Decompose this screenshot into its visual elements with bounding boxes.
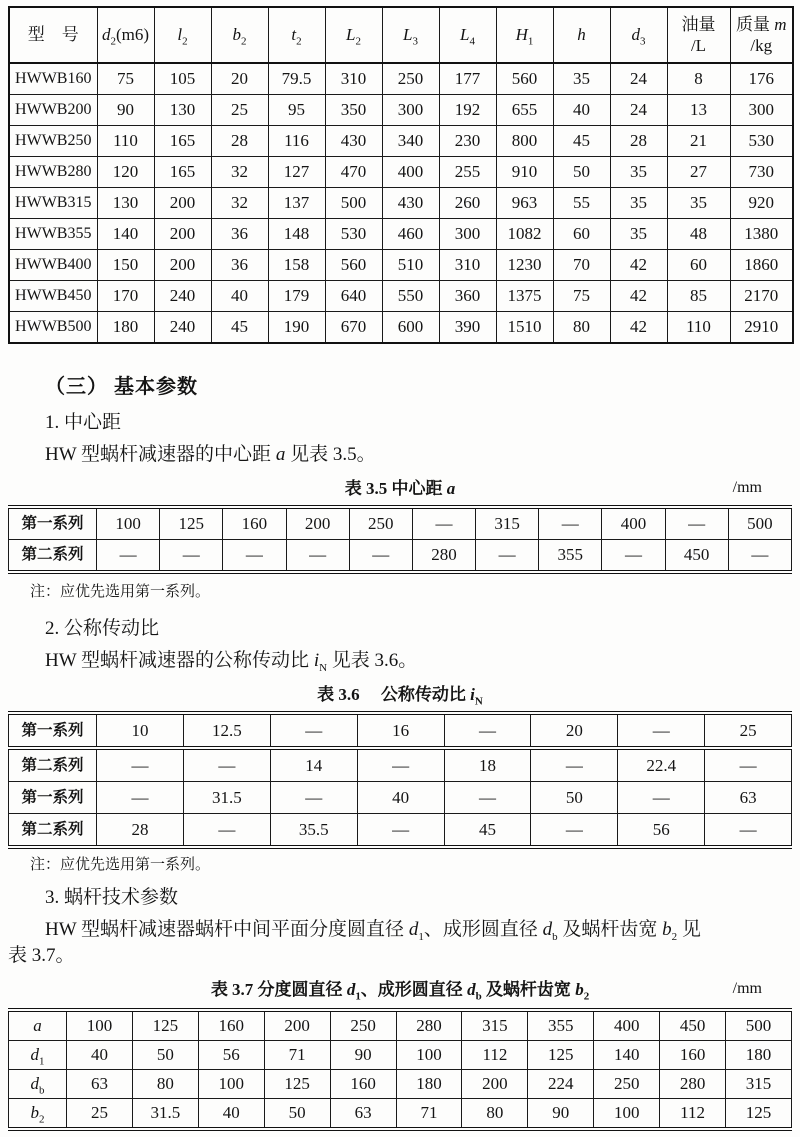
table-row [9, 188, 793, 219]
data-cell: — [728, 540, 791, 573]
data-cell: — [618, 782, 705, 814]
data-cell: 20 [531, 713, 618, 748]
data-cell: 20 [211, 63, 268, 95]
data-cell: 1375 [496, 281, 553, 312]
data-cell: 50 [531, 782, 618, 814]
transmission-ratio-table [8, 711, 792, 849]
data-cell: 190 [268, 312, 325, 344]
table-row [9, 748, 792, 782]
data-cell: 165 [154, 157, 211, 188]
caption-row-table-3-5 [8, 477, 792, 501]
column-header: 质量 m /kg [730, 7, 793, 63]
column-header: $d_3$ [610, 7, 667, 63]
table-row [9, 126, 793, 157]
data-cell: 95 [268, 95, 325, 126]
data-cell: 25 [211, 95, 268, 126]
data-cell: 300 [730, 95, 793, 126]
data-cell: 255 [439, 157, 496, 188]
heading-transmission-ratio: 2. 公称传动比 [45, 618, 160, 639]
data-cell: 315 [462, 1010, 528, 1041]
data-cell: 40 [357, 782, 444, 814]
data-cell: — [223, 540, 286, 573]
data-cell: 45 [444, 814, 531, 848]
data-cell: 655 [496, 95, 553, 126]
data-cell: 60 [553, 219, 610, 250]
data-cell: 13 [667, 95, 730, 126]
data-cell: 21 [667, 126, 730, 157]
data-cell: 90 [528, 1099, 594, 1130]
data-cell: 100 [198, 1070, 264, 1099]
data-cell: 250 [349, 507, 412, 540]
data-cell: 24 [610, 95, 667, 126]
data-cell: 35 [553, 63, 610, 95]
data-cell: 45 [553, 126, 610, 157]
data-cell: — [183, 748, 270, 782]
data-cell: 160 [198, 1010, 264, 1041]
data-cell: 48 [667, 219, 730, 250]
row-label: 第一系列 [9, 507, 97, 540]
data-cell: 42 [610, 281, 667, 312]
table-row [9, 1099, 792, 1130]
data-cell: 560 [325, 250, 382, 281]
data-cell: 1380 [730, 219, 793, 250]
data-cell: 390 [439, 312, 496, 344]
row-label: HWWB280 [9, 157, 97, 188]
data-cell: 150 [97, 250, 154, 281]
data-cell: — [357, 748, 444, 782]
data-cell: 60 [667, 250, 730, 281]
data-cell: 10 [97, 713, 184, 748]
data-cell: 22.4 [618, 748, 705, 782]
table-3-7-unit-label: /mm [732, 980, 762, 997]
row-label: HWWB250 [9, 126, 97, 157]
data-cell: — [97, 782, 184, 814]
data-cell: 530 [325, 219, 382, 250]
data-cell: 179 [268, 281, 325, 312]
data-cell: — [97, 540, 160, 573]
data-cell: 560 [496, 63, 553, 95]
paragraph-transmission-ratio: HW 型蜗杆减速器的公称传动比 $i_N$ 见表 3.6。 [45, 650, 418, 674]
row-label: $b_2$ [9, 1099, 67, 1130]
data-cell: 36 [211, 219, 268, 250]
data-cell: 1510 [496, 312, 553, 344]
data-cell: 510 [382, 250, 439, 281]
data-cell: — [531, 814, 618, 848]
data-cell: 110 [667, 312, 730, 344]
column-header: 型 号 [9, 7, 97, 63]
data-cell: 310 [439, 250, 496, 281]
data-cell: 640 [325, 281, 382, 312]
data-cell: 530 [730, 126, 793, 157]
row-label: HWWB450 [9, 281, 97, 312]
data-cell: 90 [97, 95, 154, 126]
column-header: $L_3$ [382, 7, 439, 63]
data-cell: 148 [268, 219, 325, 250]
row-label: $d_b$ [9, 1070, 67, 1099]
data-cell: 40 [553, 95, 610, 126]
column-header: $L_2$ [325, 7, 382, 63]
data-cell: 170 [97, 281, 154, 312]
row-label: HWWB500 [9, 312, 97, 344]
data-cell: — [412, 507, 475, 540]
data-cell: 158 [268, 250, 325, 281]
data-cell: 430 [325, 126, 382, 157]
data-cell: 176 [730, 63, 793, 95]
data-cell: — [160, 540, 223, 573]
data-cell: 45 [211, 312, 268, 344]
data-cell: 40 [67, 1041, 133, 1070]
data-cell: 200 [462, 1070, 528, 1099]
row-label: HWWB160 [9, 63, 97, 95]
data-cell: 200 [154, 250, 211, 281]
data-cell: 800 [496, 126, 553, 157]
data-cell: 300 [439, 219, 496, 250]
data-cell: 35 [610, 157, 667, 188]
data-cell: — [349, 540, 412, 573]
data-cell: 160 [660, 1041, 726, 1070]
data-cell: 1082 [496, 219, 553, 250]
row-label: 第二系列 [9, 748, 97, 782]
data-cell: 56 [618, 814, 705, 848]
data-cell: 112 [462, 1041, 528, 1070]
data-cell: 36 [211, 250, 268, 281]
data-cell: 35 [667, 188, 730, 219]
data-cell: 71 [264, 1041, 330, 1070]
data-cell: 470 [325, 157, 382, 188]
table-row [9, 312, 793, 344]
data-cell: 14 [270, 748, 357, 782]
data-cell: — [531, 748, 618, 782]
data-cell: 400 [594, 1010, 660, 1041]
heading-basic-params: （三） 基本参数 [45, 376, 198, 398]
paragraph-center-distance: HW 型蜗杆减速器的中心距 a 见表 3.5。 [45, 444, 376, 465]
table-3-5-unit-label: /mm [732, 479, 762, 496]
data-cell: 31.5 [132, 1099, 198, 1130]
data-cell: 55 [553, 188, 610, 219]
data-cell: 137 [268, 188, 325, 219]
data-cell: 2170 [730, 281, 793, 312]
data-cell: — [97, 748, 184, 782]
table-row [9, 95, 793, 126]
data-cell: 230 [439, 126, 496, 157]
data-cell: 32 [211, 188, 268, 219]
data-cell: 2910 [730, 312, 793, 344]
data-cell: 600 [382, 312, 439, 344]
data-cell: 910 [496, 157, 553, 188]
data-cell: 8 [667, 63, 730, 95]
row-label: a [9, 1010, 67, 1041]
data-cell: 80 [132, 1070, 198, 1099]
data-cell: 125 [160, 507, 223, 540]
data-cell: 400 [602, 507, 665, 540]
data-cell: — [286, 540, 349, 573]
table-row [9, 507, 792, 540]
table-row [9, 250, 793, 281]
column-header: $l_2$ [154, 7, 211, 63]
caption-row-table-3-6 [8, 683, 792, 707]
table-row [9, 782, 792, 814]
data-cell: 125 [726, 1099, 792, 1130]
data-cell: 27 [667, 157, 730, 188]
data-cell: 116 [268, 126, 325, 157]
row-label: HWWB355 [9, 219, 97, 250]
table-row [9, 1070, 792, 1099]
heading-worm-params: 3. 蜗杆技术参数 [45, 887, 179, 908]
column-header: h [553, 7, 610, 63]
data-cell: 24 [610, 63, 667, 95]
data-cell: 75 [97, 63, 154, 95]
data-cell: 450 [665, 540, 728, 573]
table-row [9, 540, 792, 573]
data-cell: 430 [382, 188, 439, 219]
table-row [9, 157, 793, 188]
row-label: HWWB315 [9, 188, 97, 219]
data-cell: 310 [325, 63, 382, 95]
data-cell: 35 [610, 219, 667, 250]
data-cell: 32 [211, 157, 268, 188]
data-cell: 240 [154, 312, 211, 344]
data-cell: 50 [553, 157, 610, 188]
table-3-7-caption: 表 3.7 分度圆直径 $d_1$、成形圆直径 $d_b$ 及蜗杆齿宽 $b_2$ [210, 980, 590, 1003]
data-cell: 120 [97, 157, 154, 188]
data-cell: 100 [396, 1041, 462, 1070]
data-cell: 70 [553, 250, 610, 281]
heading-center-distance: 1. 中心距 [45, 412, 122, 433]
data-cell: 920 [730, 188, 793, 219]
data-cell: 100 [67, 1010, 133, 1041]
data-cell: 63 [330, 1099, 396, 1130]
data-cell: 18 [444, 748, 531, 782]
paragraph-worm-params-line1: HW 型蜗杆减速器蜗杆中间平面分度圆直径 $d_1$、成形圆直径 $d_b$ 及蜗杆齿宽 $b_2$ 见 [45, 919, 701, 943]
data-cell: — [705, 748, 792, 782]
data-cell: 50 [264, 1099, 330, 1130]
data-cell: 250 [382, 63, 439, 95]
data-cell: 224 [528, 1070, 594, 1099]
column-header: $L_4$ [439, 7, 496, 63]
data-cell: 200 [264, 1010, 330, 1041]
data-cell: 340 [382, 126, 439, 157]
data-cell: 28 [97, 814, 184, 848]
data-cell: — [539, 507, 602, 540]
data-cell: 125 [528, 1041, 594, 1070]
data-cell: 355 [528, 1010, 594, 1041]
column-header: $b_2$ [211, 7, 268, 63]
row-label: HWWB200 [9, 95, 97, 126]
data-cell: 31.5 [183, 782, 270, 814]
data-cell: 110 [97, 126, 154, 157]
data-cell: 200 [154, 219, 211, 250]
data-cell: 28 [211, 126, 268, 157]
data-cell: 80 [462, 1099, 528, 1130]
data-cell: 56 [198, 1041, 264, 1070]
table-3-5-caption: 表 3.5 中心距 a [344, 479, 456, 498]
data-cell: 500 [726, 1010, 792, 1041]
data-cell: 180 [97, 312, 154, 344]
data-cell: 460 [382, 219, 439, 250]
data-cell: 280 [396, 1010, 462, 1041]
data-cell: 160 [330, 1070, 396, 1099]
data-cell: — [270, 713, 357, 748]
table-row [9, 814, 792, 848]
data-cell: 63 [705, 782, 792, 814]
data-cell: — [357, 814, 444, 848]
data-cell: 260 [439, 188, 496, 219]
data-cell: 90 [330, 1041, 396, 1070]
data-cell: 40 [198, 1099, 264, 1130]
data-cell: 280 [660, 1070, 726, 1099]
data-cell: 127 [268, 157, 325, 188]
data-cell: 80 [553, 312, 610, 344]
data-cell: 315 [476, 507, 539, 540]
data-cell: 500 [728, 507, 791, 540]
data-cell: 130 [97, 188, 154, 219]
data-cell: 192 [439, 95, 496, 126]
data-cell: 140 [594, 1041, 660, 1070]
row-label: 第一系列 [9, 782, 97, 814]
data-cell: 16 [357, 713, 444, 748]
table-row [9, 63, 793, 95]
data-cell: 28 [610, 126, 667, 157]
paragraph-worm-params-line2: 表 3.7。 [8, 945, 75, 966]
table-3-6-note: 注：应优先选用第一系列。 [30, 857, 211, 873]
data-cell: 315 [726, 1070, 792, 1099]
data-cell: 1230 [496, 250, 553, 281]
data-cell: 280 [412, 540, 475, 573]
dimension-table [8, 6, 794, 344]
row-label: 第一系列 [9, 713, 97, 748]
data-cell: 355 [539, 540, 602, 573]
column-header: 油量 /L [667, 7, 730, 63]
data-cell: 25 [67, 1099, 133, 1130]
data-cell: — [618, 713, 705, 748]
data-cell: 300 [382, 95, 439, 126]
data-cell: 250 [594, 1070, 660, 1099]
data-cell: 400 [382, 157, 439, 188]
data-cell: 450 [660, 1010, 726, 1041]
data-cell: 1860 [730, 250, 793, 281]
row-label: HWWB400 [9, 250, 97, 281]
data-cell: 100 [594, 1099, 660, 1130]
table-row [9, 281, 793, 312]
table-row [9, 219, 793, 250]
data-cell: 130 [154, 95, 211, 126]
data-cell: — [444, 782, 531, 814]
data-cell: 200 [154, 188, 211, 219]
data-cell: 500 [325, 188, 382, 219]
data-cell: 730 [730, 157, 793, 188]
data-cell: 35 [610, 188, 667, 219]
data-cell: 75 [553, 281, 610, 312]
data-cell: 550 [382, 281, 439, 312]
table-row [9, 1010, 792, 1041]
data-cell: 85 [667, 281, 730, 312]
data-cell: 140 [97, 219, 154, 250]
column-header: $H_1$ [496, 7, 553, 63]
data-cell: 180 [726, 1041, 792, 1070]
data-cell: 42 [610, 250, 667, 281]
column-header: $t_2$ [268, 7, 325, 63]
data-cell: 35.5 [270, 814, 357, 848]
row-label: 第二系列 [9, 540, 97, 573]
data-cell: — [183, 814, 270, 848]
data-cell: 200 [286, 507, 349, 540]
table-row [9, 1041, 792, 1070]
data-cell: 71 [396, 1099, 462, 1130]
data-cell: — [270, 782, 357, 814]
data-cell: — [665, 507, 728, 540]
data-cell: 350 [325, 95, 382, 126]
data-cell: 25 [705, 713, 792, 748]
data-cell: 360 [439, 281, 496, 312]
data-cell: 42 [610, 312, 667, 344]
data-cell: — [476, 540, 539, 573]
data-cell: 670 [325, 312, 382, 344]
data-cell: 63 [67, 1070, 133, 1099]
data-cell: 112 [660, 1099, 726, 1130]
data-cell: — [444, 713, 531, 748]
data-cell: 12.5 [183, 713, 270, 748]
data-cell: 160 [223, 507, 286, 540]
row-label: $d_1$ [9, 1041, 67, 1070]
data-cell: 240 [154, 281, 211, 312]
caption-row-table-3-7 [8, 978, 792, 1002]
data-cell: 125 [132, 1010, 198, 1041]
table-3-5-note: 注：应优先选用第一系列。 [30, 584, 211, 600]
row-label: 第二系列 [9, 814, 97, 848]
data-cell: 177 [439, 63, 496, 95]
worm-diameter-table [8, 1008, 792, 1131]
data-cell: 250 [330, 1010, 396, 1041]
data-cell: 125 [264, 1070, 330, 1099]
table-3-6-caption: 表 3.6 公称传动比 $i_N$ [317, 685, 483, 708]
center-distance-table [8, 505, 792, 574]
data-cell: — [705, 814, 792, 848]
table-row [9, 713, 792, 748]
data-cell: 180 [396, 1070, 462, 1099]
data-cell: — [602, 540, 665, 573]
data-cell: 165 [154, 126, 211, 157]
data-cell: 100 [97, 507, 160, 540]
data-cell: 40 [211, 281, 268, 312]
data-cell: 105 [154, 63, 211, 95]
data-cell: 50 [132, 1041, 198, 1070]
column-header: $d_2(m6)$ [97, 7, 154, 63]
data-cell: 963 [496, 188, 553, 219]
data-cell: 79.5 [268, 63, 325, 95]
